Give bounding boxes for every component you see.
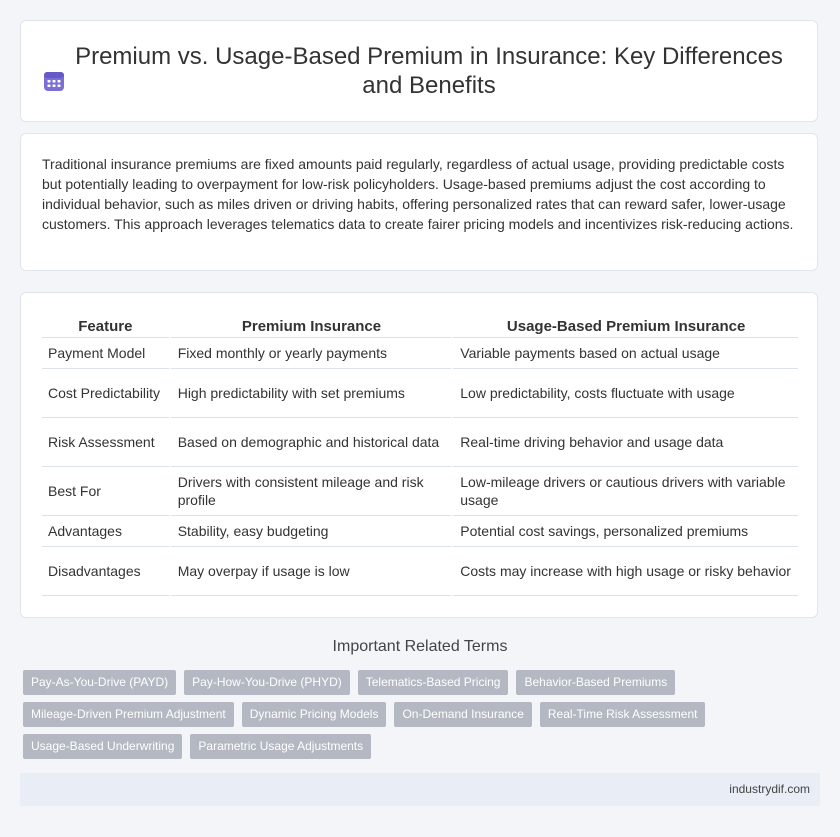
footer-bar [20, 773, 820, 806]
column-header-usage-based: Usage-Based Premium Insurance [451, 315, 798, 338]
related-term-tag[interactable]: Mileage-Driven Premium Adjustment [23, 702, 234, 727]
table-cell-feature: Disadvantages [42, 547, 169, 596]
intro-card [20, 133, 818, 271]
table-cell-premium: High predictability with set premiums [169, 369, 452, 418]
calendar-grid-icon [39, 66, 69, 96]
related-term-tag[interactable]: Usage-Based Underwriting [23, 734, 182, 759]
comparison-table [42, 315, 798, 596]
table-cell-usage-based: Potential cost savings, personalized premiums [451, 516, 798, 547]
table-row [42, 547, 798, 596]
table-row [42, 369, 798, 418]
column-header-premium: Premium Insurance [169, 315, 452, 338]
table-row [42, 467, 798, 516]
page-title: Premium vs. Usage-Based Premium in Insurance: Key Differences and Benefits [75, 43, 783, 99]
footer-site-link[interactable]: industrydif.com [729, 782, 810, 796]
related-term-tag[interactable]: Real-Time Risk Assessment [540, 702, 706, 727]
table-cell-feature: Cost Predictability [42, 369, 169, 418]
table-header-row [42, 315, 798, 338]
table-cell-premium: May overpay if usage is low [169, 547, 452, 596]
related-term-tag[interactable]: Parametric Usage Adjustments [190, 734, 371, 759]
table-cell-usage-based: Real-time driving behavior and usage data [451, 418, 798, 467]
comparison-table-card [20, 292, 818, 618]
table-cell-feature: Best For [42, 467, 169, 516]
table-cell-usage-based: Variable payments based on actual usage [451, 338, 798, 369]
table-row [42, 516, 798, 547]
table-cell-feature: Advantages [42, 516, 169, 547]
table-cell-usage-based: Low-mileage drivers or cautious drivers with variable usage [451, 467, 798, 516]
column-header-feature: Feature [42, 315, 169, 338]
related-term-tag[interactable]: On-Demand Insurance [394, 702, 531, 727]
table-cell-usage-based: Costs may increase with high usage or risky behavior [451, 547, 798, 596]
header-card [20, 20, 818, 122]
related-term-tag[interactable]: Pay-How-You-Drive (PHYD) [184, 670, 350, 695]
table-cell-premium: Based on demographic and historical data [169, 418, 452, 467]
intro-paragraph: Traditional insurance premiums are fixed amounts paid regularly, regardless of actual usage, providing predictable costs but potentially leading to overpayment for low-risk policyholders. Usage-based premiums adjust the cost according to individual behavior, such as miles driven or driving habits, offering personalized rates that can reward safer, lower-usage customers. This approach leverages telematics data to create fairer pricing models and incentivizes risk-reducing actions. [42, 156, 794, 232]
related-terms-heading: Important Related Terms [332, 638, 508, 655]
table-cell-usage-based: Low predictability, costs fluctuate with usage [451, 369, 798, 418]
table-cell-premium: Stability, easy budgeting [169, 516, 452, 547]
header-inner [39, 42, 799, 100]
table-cell-feature: Risk Assessment [42, 418, 169, 467]
related-term-tag[interactable]: Pay-As-You-Drive (PAYD) [23, 670, 176, 695]
table-cell-feature: Payment Model [42, 338, 169, 369]
related-term-tag[interactable]: Dynamic Pricing Models [242, 702, 387, 727]
related-term-tag[interactable]: Telematics-Based Pricing [358, 670, 509, 695]
related-term-tag[interactable]: Behavior-Based Premiums [516, 670, 675, 695]
table-cell-premium: Drivers with consistent mileage and risk profile [169, 467, 452, 516]
table-row [42, 418, 798, 467]
calendar-grid-icon-svg [42, 69, 66, 93]
related-terms-tags [23, 670, 813, 766]
table-row [42, 338, 798, 369]
table-cell-premium: Fixed monthly or yearly payments [169, 338, 452, 369]
